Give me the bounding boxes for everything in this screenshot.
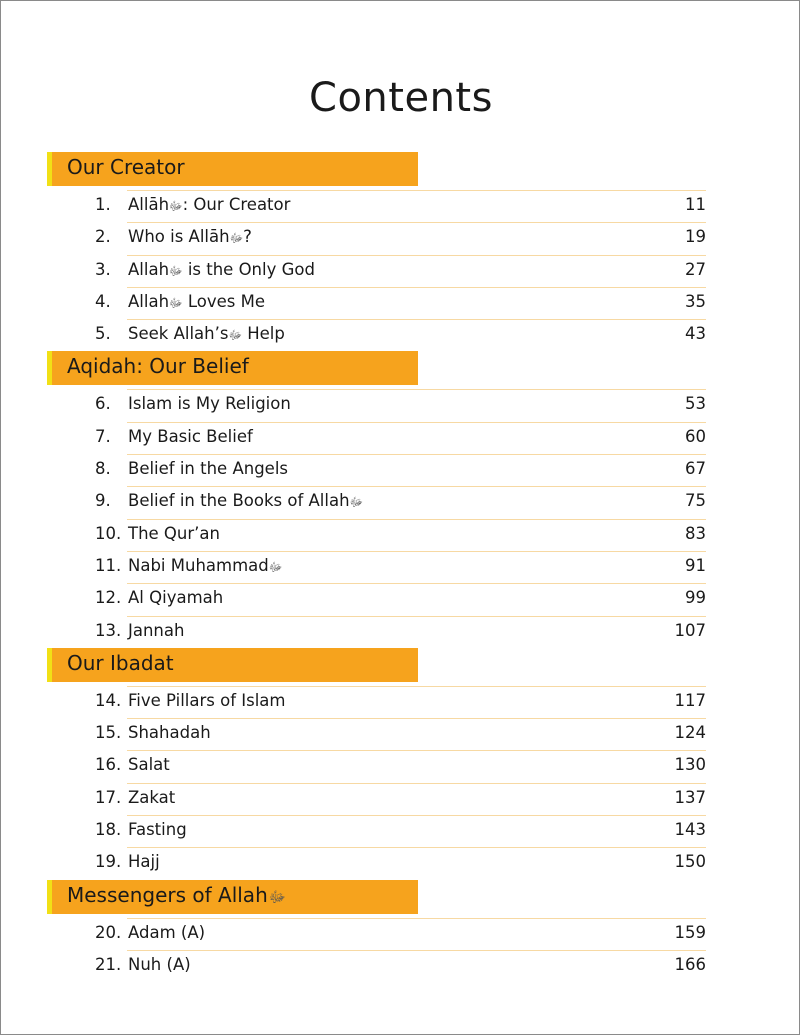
chapter-title-suffix: is the Only God <box>182 259 315 279</box>
honorific-glyph: ﷻ <box>229 231 244 246</box>
chapter-number: 9. <box>95 491 111 511</box>
toc-entry[interactable] <box>95 583 706 615</box>
chapter-title-text: Belief in the Angels <box>128 459 289 479</box>
chapter-title-text: Seek Allah’s <box>128 324 229 344</box>
toc-entry[interactable] <box>95 616 706 648</box>
page-title: Contents <box>309 75 493 121</box>
page-number: 166 <box>674 954 706 974</box>
chapter-title <box>128 394 291 413</box>
chapter-title <box>128 524 220 543</box>
table-of-contents <box>1 152 800 982</box>
chapter-number: 4. <box>95 291 111 311</box>
chapter-title-suffix: : Our Creator <box>182 195 291 214</box>
chapter-title-suffix: ? <box>243 227 252 247</box>
page-number: 99 <box>685 588 706 608</box>
page-number: 75 <box>685 491 706 511</box>
toc-entry[interactable] <box>95 319 706 351</box>
chapter-number: 1. <box>95 195 111 214</box>
toc-entry[interactable] <box>95 255 706 287</box>
toc-entry[interactable] <box>95 389 706 421</box>
page-number: 130 <box>674 755 706 775</box>
section-heading-label <box>67 883 286 910</box>
chapter-number: 14. <box>95 690 122 710</box>
honorific-glyph: ﷻ <box>268 559 283 574</box>
toc-entry[interactable] <box>95 486 706 518</box>
chapter-title <box>128 427 253 446</box>
page-number: 43 <box>685 324 706 344</box>
toc-entry[interactable] <box>95 190 706 222</box>
section-heading-label <box>67 651 174 675</box>
page-number: 91 <box>685 555 706 575</box>
chapter-number: 10. <box>95 523 122 543</box>
toc-entry[interactable] <box>95 422 706 454</box>
chapter-title <box>128 260 315 281</box>
chapter-title <box>128 227 252 248</box>
section-heading-text: Aqidah: Our Belief <box>67 354 249 379</box>
chapter-title-text: Five Pillars of Islam <box>128 690 286 710</box>
chapter-title-text: My Basic Belief <box>128 426 253 446</box>
chapter-number: 19. <box>95 852 122 872</box>
page-number: 19 <box>685 227 706 247</box>
chapter-number: 20. <box>95 922 122 942</box>
section-heading <box>47 351 418 385</box>
honorific-glyph: ﷻ <box>268 887 286 906</box>
section-heading-text: Our Ibadat <box>67 650 174 675</box>
chapter-title <box>128 755 170 774</box>
page-number: 124 <box>674 723 706 743</box>
page-number: 159 <box>674 922 706 942</box>
chapter-number: 13. <box>95 620 122 640</box>
toc-entry[interactable] <box>95 686 706 718</box>
chapter-number: 18. <box>95 820 122 840</box>
chapter-title-text: Shahadah <box>128 723 211 743</box>
chapter-number: 17. <box>95 787 122 807</box>
chapter-title <box>128 820 187 839</box>
chapter-title-text: Islam is My Religion <box>128 394 291 414</box>
chapter-title-text: Allāh <box>128 195 170 214</box>
section-heading-label <box>67 155 185 179</box>
chapter-number: 5. <box>95 324 111 344</box>
chapter-title-suffix: Help <box>242 324 285 344</box>
chapter-title-text: The Qur’an <box>128 523 220 543</box>
page-number: 150 <box>674 852 706 872</box>
chapter-title <box>128 621 184 640</box>
chapter-title-text: Who is Allāh <box>128 227 230 247</box>
toc-entry[interactable] <box>95 950 706 982</box>
chapter-title-text: Hajj <box>128 852 160 872</box>
toc-entry[interactable] <box>95 519 706 551</box>
chapter-title-text: Zakat <box>128 787 176 807</box>
chapter-title <box>128 923 205 942</box>
toc-entry[interactable] <box>95 783 706 815</box>
section-heading <box>47 648 418 682</box>
page-number: 143 <box>674 820 706 840</box>
chapter-number: 7. <box>95 426 111 446</box>
chapter-title-text: Adam (A) <box>128 922 206 942</box>
section-heading-text: Our Creator <box>67 155 185 179</box>
honorific-glyph: ﷻ <box>169 263 183 278</box>
chapter-title-text: Nabi Muhammad <box>128 555 269 575</box>
page-number: 117 <box>674 690 706 710</box>
honorific-glyph: ﷻ <box>228 328 242 343</box>
section-heading-label <box>67 354 249 378</box>
chapter-number: 15. <box>95 723 122 743</box>
chapter-title-suffix: Loves Me <box>182 291 265 311</box>
chapter-title <box>128 691 286 710</box>
honorific-glyph: ﷻ <box>349 495 364 510</box>
chapter-title <box>128 723 211 742</box>
chapter-number: 6. <box>95 394 111 414</box>
chapter-title <box>128 459 288 478</box>
toc-entry[interactable] <box>95 454 706 486</box>
chapter-title <box>128 852 160 871</box>
page-number: 27 <box>685 259 706 279</box>
honorific-glyph: ﷻ <box>169 199 183 213</box>
chapter-title-text: Salat <box>128 755 170 775</box>
chapter-title <box>128 588 223 607</box>
toc-entry[interactable] <box>95 551 706 583</box>
page-number: 83 <box>685 523 706 543</box>
chapter-number: 21. <box>95 954 122 974</box>
page-number: 67 <box>685 459 706 479</box>
page-number: 137 <box>674 787 706 807</box>
chapter-title-text: Allah <box>128 291 170 311</box>
toc-entry[interactable] <box>95 815 706 847</box>
chapter-title <box>128 955 191 974</box>
section-heading-text: Messengers of Allah <box>67 882 268 907</box>
chapter-number: 16. <box>95 755 122 775</box>
chapter-title <box>128 556 282 577</box>
chapter-number: 8. <box>95 459 111 479</box>
chapter-title <box>128 788 175 807</box>
toc-entry[interactable] <box>95 750 706 782</box>
toc-entry[interactable] <box>95 287 706 319</box>
chapter-number: 11. <box>95 555 122 575</box>
page-number: 60 <box>685 426 706 446</box>
chapter-title <box>128 195 290 216</box>
section-heading <box>47 880 418 914</box>
page-number: 53 <box>685 394 706 414</box>
toc-entry[interactable] <box>95 222 706 254</box>
chapter-title <box>128 324 285 345</box>
toc-entry[interactable] <box>95 847 706 879</box>
chapter-title <box>128 292 265 313</box>
chapter-title-text: Nuh (A) <box>128 954 191 974</box>
page-number: 11 <box>685 195 706 214</box>
chapter-title-text: Fasting <box>128 820 187 840</box>
chapter-title-text: Jannah <box>128 620 185 640</box>
toc-entry[interactable] <box>95 918 706 950</box>
chapter-number: 2. <box>95 227 111 247</box>
chapter-title-text: Al Qiyamah <box>128 588 224 608</box>
chapter-title-text: Belief in the Books of Allah <box>128 491 350 511</box>
honorific-glyph: ﷻ <box>169 295 183 310</box>
section-heading <box>47 152 418 186</box>
page-number: 107 <box>674 620 706 640</box>
chapter-title <box>128 491 363 512</box>
toc-entry[interactable] <box>95 718 706 750</box>
chapter-number: 12. <box>95 588 122 608</box>
chapter-number: 3. <box>95 259 111 279</box>
page-number: 35 <box>685 291 706 311</box>
chapter-title-text: Allah <box>128 259 170 279</box>
